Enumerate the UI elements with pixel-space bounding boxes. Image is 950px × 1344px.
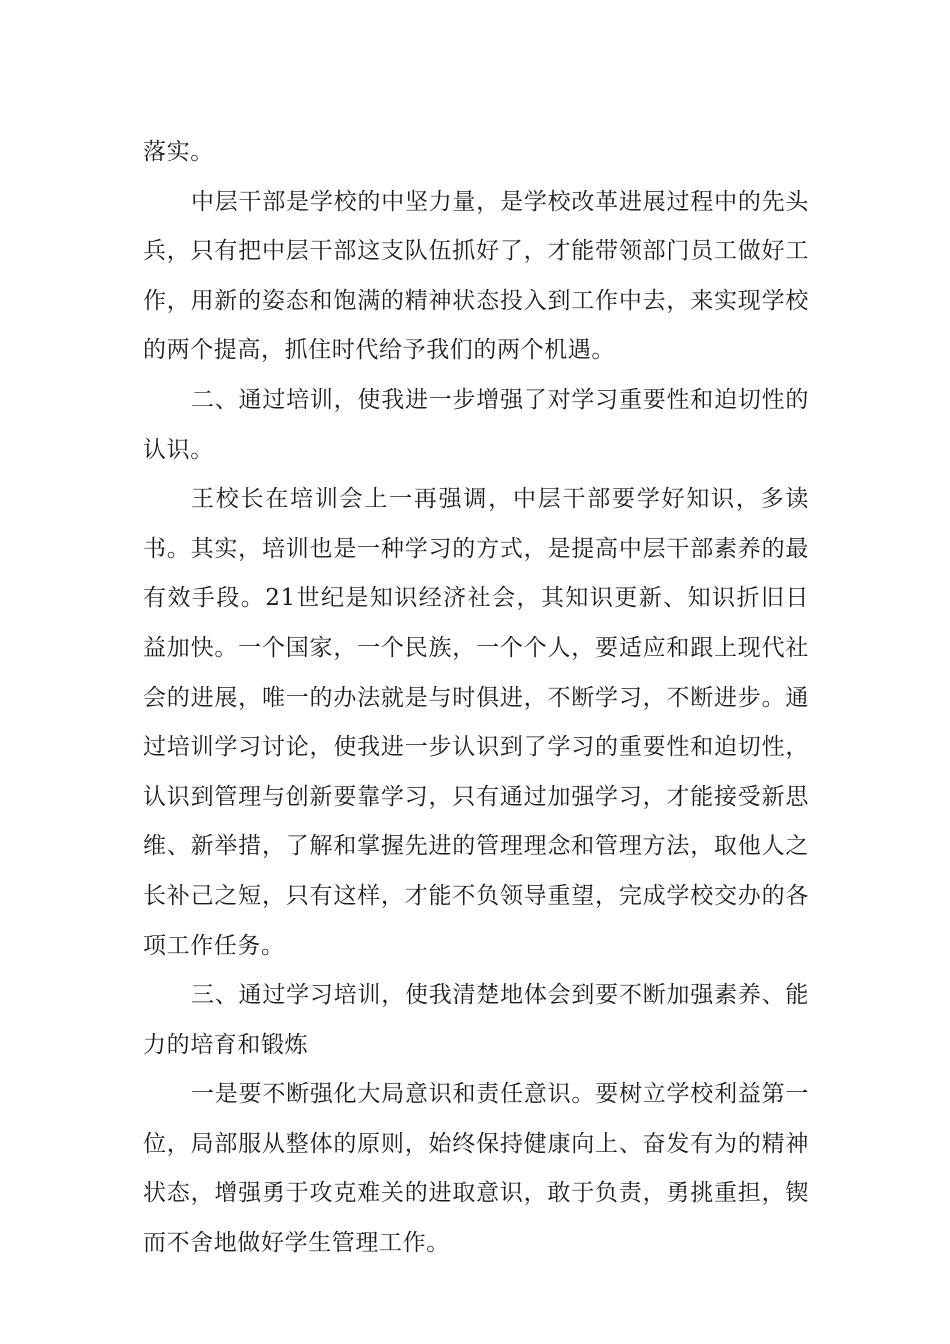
paragraph-3-heading: 二、通过培训，使我进一步增强了对学习重要性和迫切性的认识。 <box>143 386 809 463</box>
paragraph-4: 王校长在培训会上一再强调，中层干部要学好知识，多读书。其实，培训也是一种学习的方式，是提高中层干部素养的最有效手段。21世纪是知识经济社会，其知识更新、知识折旧日益加快。一个国家，一个民族，一个个人，要适应和跟上现代社会的进展，唯一的办法就是与时俱进，不断学习，不断进步。通过培训学习讨论，使我进一步认识到了学习的重要性和迫切性，认识到管理与创新要靠学习，只有通过加强学习，才能接受新思维、新举措，了解和掌握先进的管理理念和管理方法，取他人之长补己之短，只有这样，才能不负领导重望，完成学校交办的各项工作任务。 <box>143 486 809 959</box>
paragraph-2: 中层干部是学校的中坚力量，是学校改革进展过程中的先头兵，只有把中层干部这支队伍抓好了，才能带领部门员工做好工作，用新的姿态和饱满的精神状态投入到工作中去，来实现学校的两个提高，抓住时代给予我们的两个机遇。 <box>143 188 809 364</box>
document-body <box>143 128 809 1269</box>
paragraph-6: 一是要不断强化大局意识和责任意识。要树立学校利益第一位，局部服从整体的原则，始终保持健康向上、奋发有为的精神状态，增强勇于攻克难关的进取意识，敢于负责，勇挑重担，锲而不舍地做好学生管理工作。 <box>143 1081 809 1257</box>
paragraph-1: 落实。 <box>143 139 214 165</box>
paragraph-5-heading: 三、通过学习培训，使我清楚地体会到要不断加强素养、能力的培育和锻炼 <box>143 982 809 1058</box>
